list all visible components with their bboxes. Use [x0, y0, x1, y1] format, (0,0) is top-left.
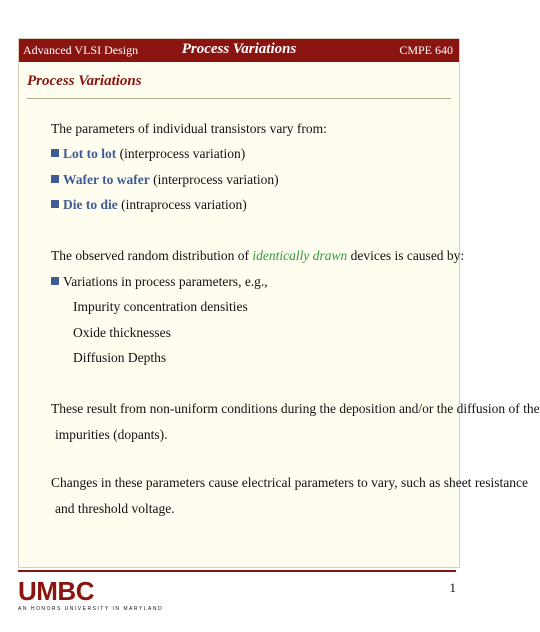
variation-item — [51, 197, 247, 213]
paragraph-line: impurities (dopants). — [55, 427, 168, 442]
variation-term: Lot to lot — [63, 146, 117, 161]
paragraph-line: These result from non-uniform conditions during the deposition and/or the diffusion of the — [51, 401, 540, 416]
observed-after: devices is caused by: — [347, 248, 465, 263]
sub-item: Oxide thicknesses — [73, 325, 171, 340]
square-bullet-icon — [51, 277, 59, 285]
variation-term: Die to die — [63, 197, 118, 212]
observed-before: The observed random distribution of — [51, 248, 253, 263]
intro-text: The parameters of individual transistors vary from: — [51, 121, 327, 136]
page-number: 1 — [449, 580, 456, 595]
variation-note: (interprocess variation) — [153, 172, 279, 187]
variation-item — [51, 146, 245, 162]
variation-note: (intraprocess variation) — [121, 197, 247, 212]
logo-tagline: AN HONORS UNIVERSITY IN MARYLAND — [18, 606, 164, 612]
section-title: Process Variations — [27, 73, 142, 89]
process-bullet-text: Variations in process parameters, e.g., — [63, 274, 268, 289]
sub-item: Impurity concentration densities — [73, 299, 248, 314]
slide — [18, 38, 540, 568]
header-title: Process Variations — [181, 41, 297, 57]
footer-divider — [18, 570, 456, 572]
square-bullet-icon — [51, 200, 59, 208]
umbc-logo — [18, 578, 163, 612]
variation-note: (interprocess variation) — [119, 146, 246, 161]
paragraph-line: and threshold voltage. — [55, 501, 175, 516]
course-code: CMPE 640 — [399, 43, 453, 57]
variation-item — [51, 172, 279, 188]
sub-item: Diffusion Depths — [73, 350, 167, 365]
paragraph-line: Changes in these parameters cause electrical parameters to vary, such as sheet resistance — [51, 475, 529, 490]
variation-term: Wafer to wafer — [63, 172, 150, 187]
square-bullet-icon — [51, 175, 59, 183]
course-title: Advanced VLSI Design — [23, 43, 139, 57]
square-bullet-icon — [51, 149, 59, 157]
logo-text: UMBC — [18, 576, 94, 606]
title-divider — [27, 98, 451, 99]
slide-header — [19, 39, 459, 62]
observed-highlight: identically drawn — [252, 248, 348, 263]
process-bullet — [51, 274, 268, 290]
observed-text — [51, 248, 464, 264]
